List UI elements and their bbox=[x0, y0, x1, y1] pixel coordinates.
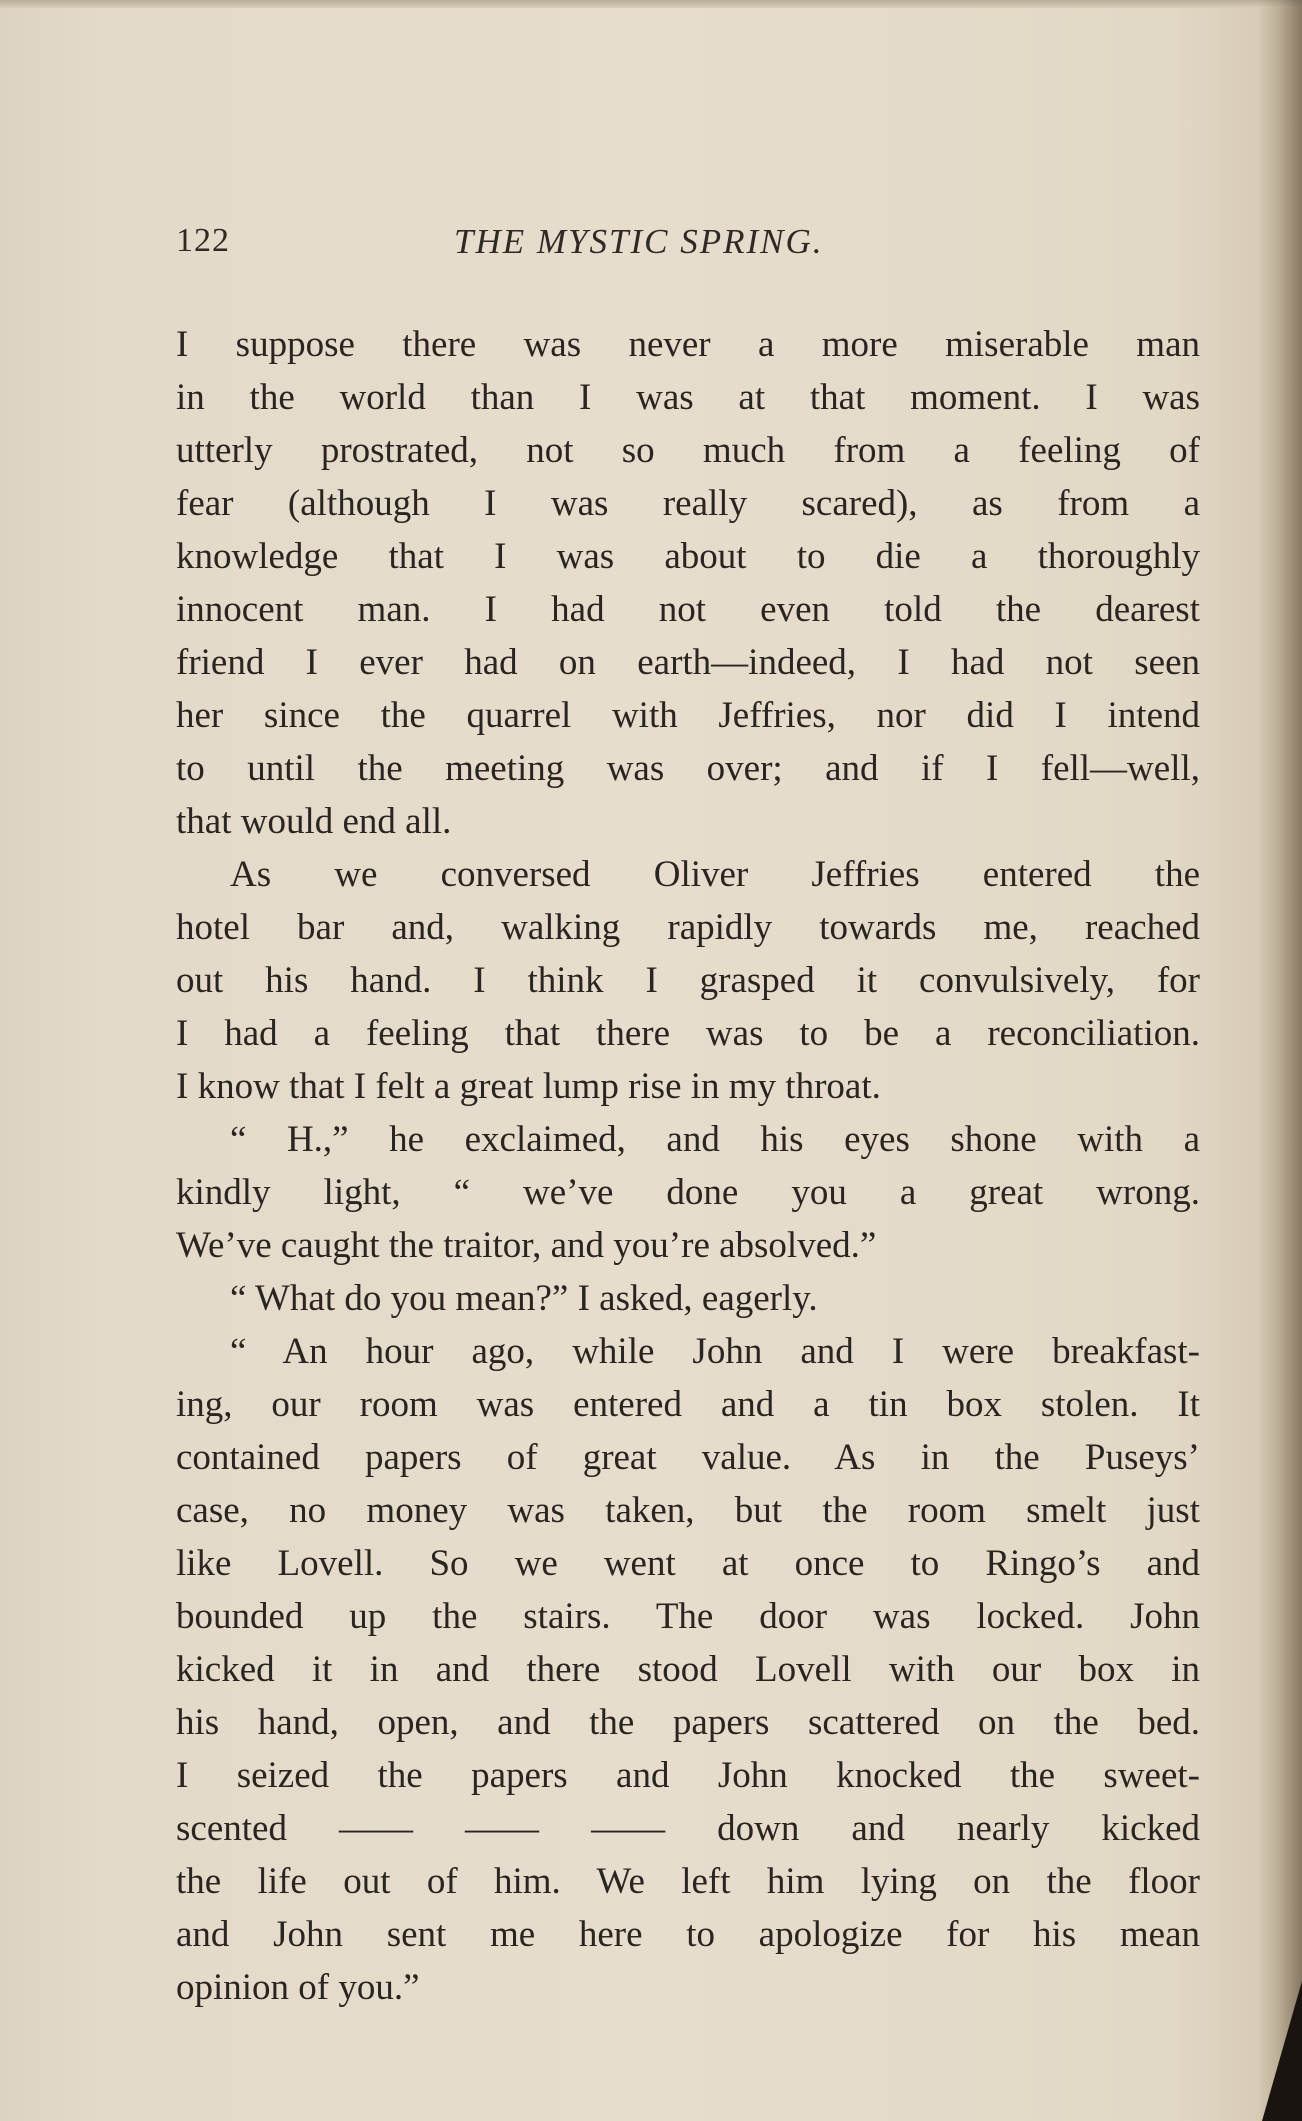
text-line: and John sent me here to apologize for his mean bbox=[176, 1914, 1200, 1955]
text-line: I seized the papers and John knocked the sweet- bbox=[176, 1755, 1200, 1796]
text-line: I suppose there was never a more miserable man bbox=[176, 324, 1200, 365]
text-line: We’ve caught the traitor, and you’re absolved.” bbox=[176, 1225, 877, 1266]
text-line: to until the meeting was over; and if I fell—well, bbox=[176, 748, 1200, 789]
text-line: friend I ever had on earth—indeed, I had not seen bbox=[176, 642, 1200, 683]
text-line: in the world than I was at that moment. I was bbox=[176, 377, 1200, 418]
text-line: out his hand. I think I grasped it convulsively, for bbox=[176, 960, 1200, 1001]
text-line: kicked it in and there stood Lovell with our box in bbox=[176, 1649, 1200, 1690]
text-line: the life out of him. We left him lying on the floor bbox=[176, 1861, 1200, 1902]
text-line: like Lovell. So we went at once to Ringo’s and bbox=[176, 1543, 1200, 1584]
text-line: bounded up the stairs. The door was locked. John bbox=[176, 1596, 1200, 1637]
text-line: that would end all. bbox=[176, 801, 452, 842]
page-corner-shadow bbox=[1262, 1981, 1302, 2121]
text-line: innocent man. I had not even told the dearest bbox=[176, 589, 1200, 630]
text-line: contained papers of great value. As in the Puseys’ bbox=[176, 1437, 1200, 1478]
text-line: ing, our room was entered and a tin box stolen. It bbox=[176, 1384, 1200, 1425]
body-text bbox=[176, 318, 1200, 2014]
text-line: “ An hour ago, while John and I were breakfast- bbox=[230, 1331, 1200, 1372]
spine-shadow bbox=[1258, 0, 1302, 2121]
page-number: 122 bbox=[176, 222, 230, 259]
text-line: her since the quarrel with Jeffries, nor did I intend bbox=[176, 695, 1200, 736]
text-line: utterly prostrated, not so much from a feeling of bbox=[176, 430, 1200, 471]
text-line: opinion of you.” bbox=[176, 1967, 420, 2008]
running-title: THE MYSTIC SPRING. bbox=[454, 222, 824, 261]
text-line: case, no money was taken, but the room smelt just bbox=[176, 1490, 1200, 1531]
page-top-edge bbox=[0, 0, 1302, 8]
text-line: I had a feeling that there was to be a reconciliation. bbox=[176, 1013, 1200, 1054]
text-line: I know that I felt a great lump rise in my throat. bbox=[176, 1066, 881, 1107]
text-line: knowledge that I was about to die a thoroughly bbox=[176, 536, 1200, 577]
text-line: fear (although I was really scared), as from a bbox=[176, 483, 1200, 524]
running-head bbox=[176, 222, 1176, 272]
text-line: hotel bar and, walking rapidly towards me, reached bbox=[176, 907, 1200, 948]
text-line: his hand, open, and the papers scattered on the bed. bbox=[176, 1702, 1200, 1743]
text-line: “ What do you mean?” I asked, eagerly. bbox=[230, 1278, 818, 1319]
text-line: As we conversed Oliver Jeffries entered the bbox=[230, 854, 1200, 895]
text-line: “ H.,” he exclaimed, and his eyes shone with a bbox=[230, 1119, 1200, 1160]
text-line: kindly light, “ we’ve done you a great wrong. bbox=[176, 1172, 1200, 1213]
text-line: scented —— —— —— down and nearly kicked bbox=[176, 1808, 1200, 1849]
